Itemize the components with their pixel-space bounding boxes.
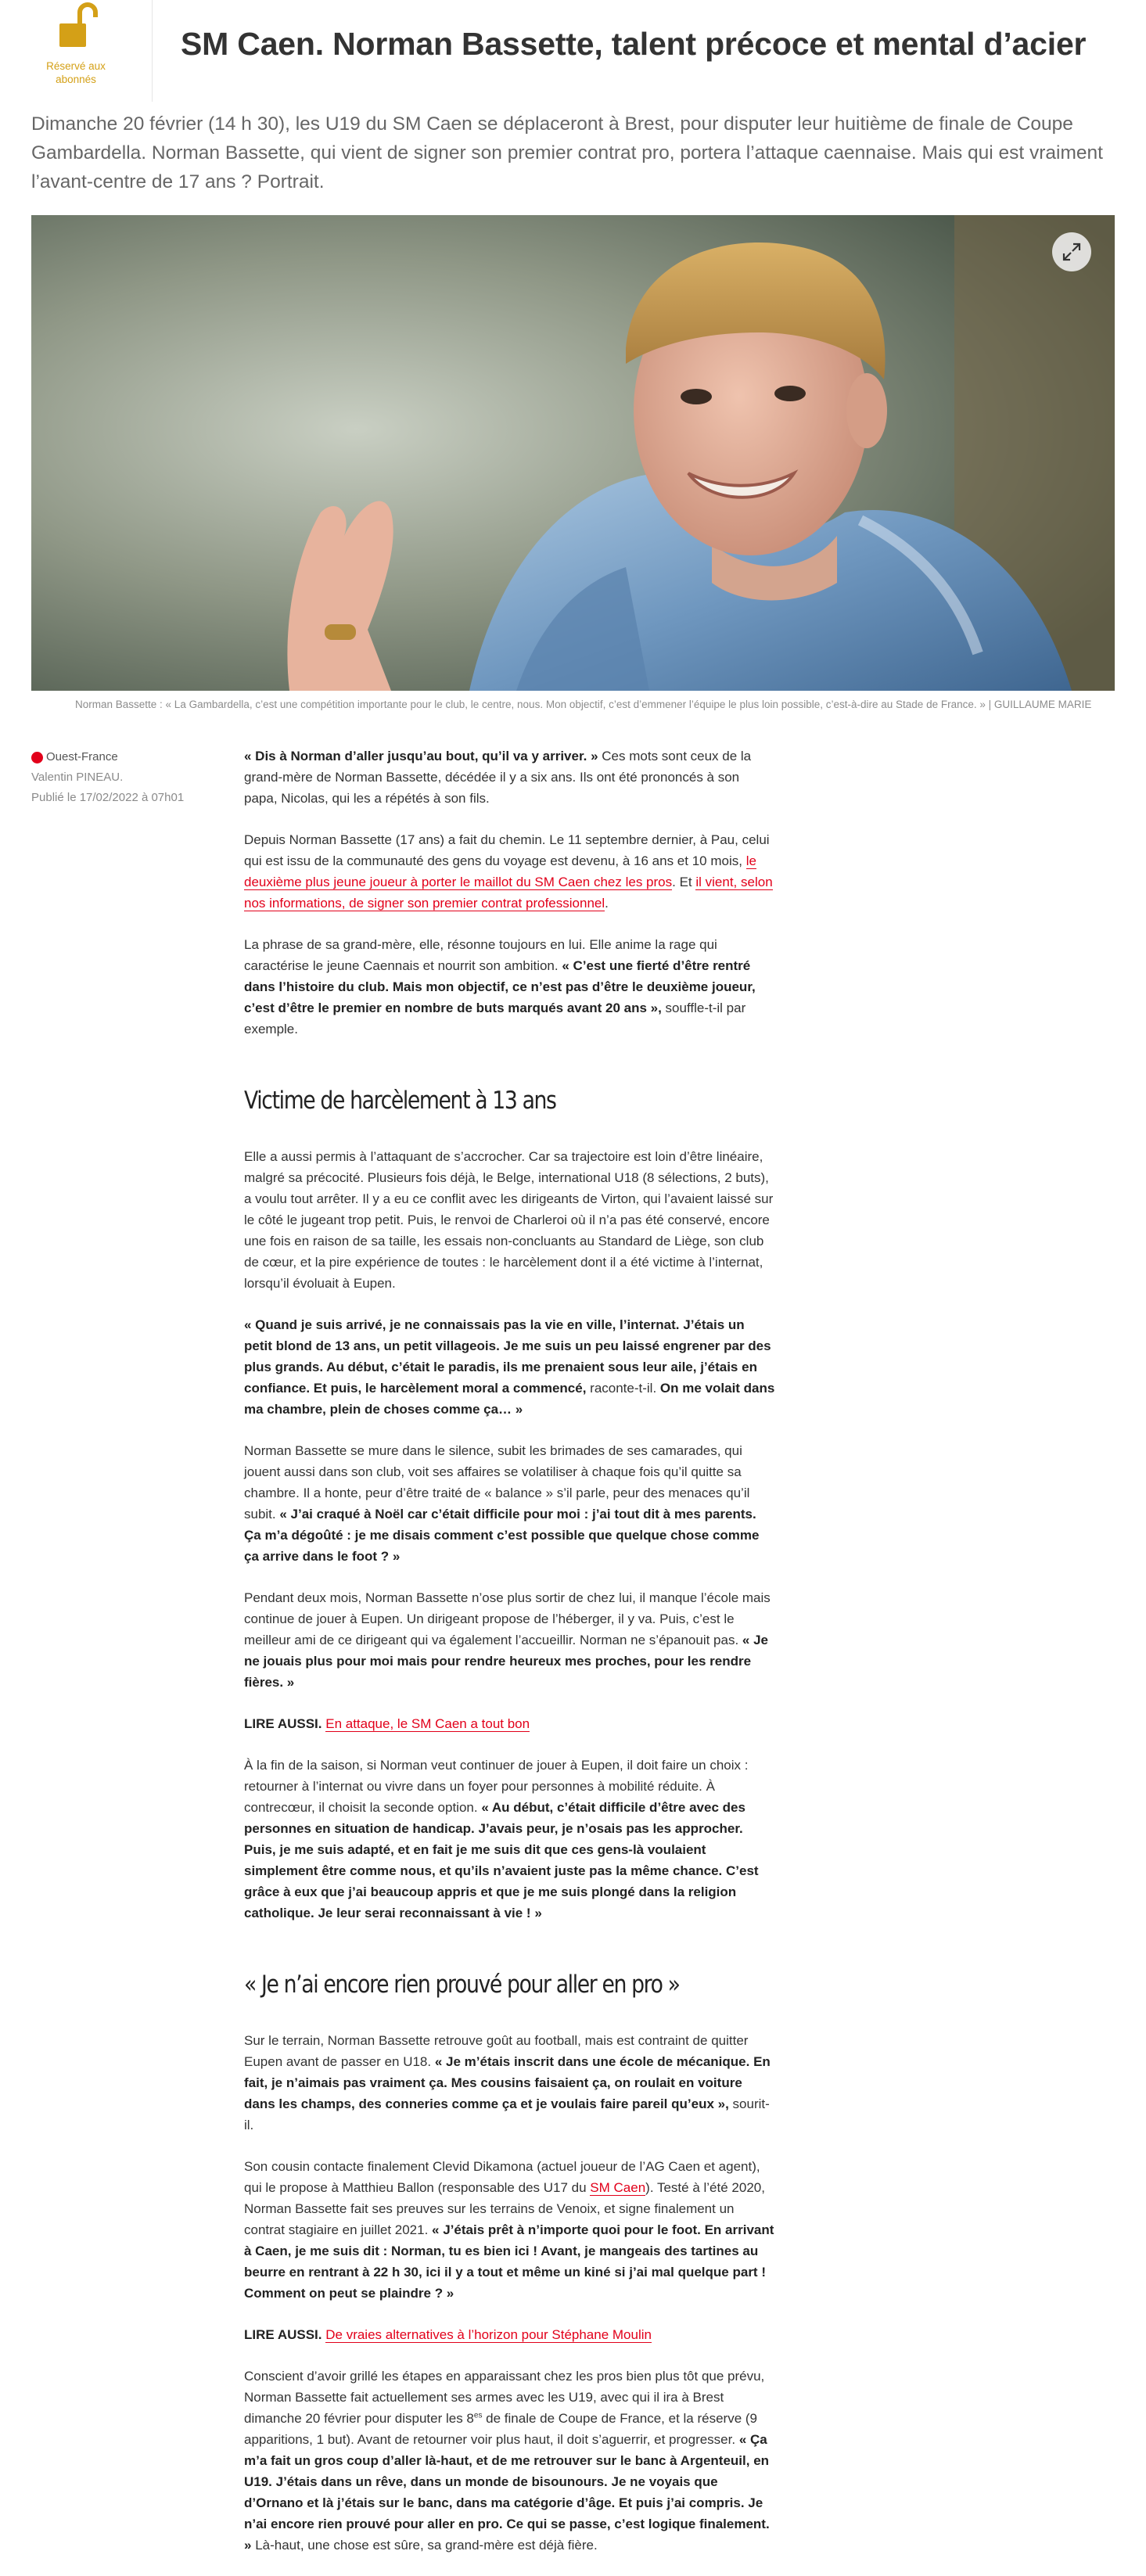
expand-image-button[interactable] [1052,232,1091,271]
paragraph: Pendant deux mois, Norman Bassette n’ose plus sortir de chez lui, il manque l’école mais continue de jouer à Eupen. Un dirigeant propose de l’héberger, il y va. Puis, c’est le meilleur ami de ce dirigeant qui va également l’accueillir. Norman ne s’épanouit pas. « Je ne jouais plus pour moi mais pour rendre heureux mes proches, pour les rendre fières. » [244,1590,771,1690]
source[interactable] [31,747,219,767]
read-also-link[interactable]: De vraies alternatives à l’horizon pour Stéphane Moulin [325,2327,652,2342]
article-link[interactable]: SM Caen [590,2180,646,2195]
paragraph: Depuis Norman Bassette (17 ans) a fait du chemin. Le 11 septembre dernier, à Pau, celui qui est issu de la communauté des gens du voyage est devenu, à 16 ans et 10 mois, le deuxième plus jeune joueur à porter le maillot du SM Caen chez les pros. Et il vient, selon nos informations, de signer son premier contrat professionnel. [244,832,773,911]
paragraph: « Quand je suis arrivé, je ne connaissais pas la vie en ville, l’internat. J’étais un petit blond de 13 ans, un petit villageois. Je me suis un peu laissé engrener par des plus grands. Au début, c’était le paradis, ils me prenaient sous leur aile, j’étais en confiance. Et puis, le harcèlement moral a commencé, raconte-t-il. On me volait dans ma chambre, plein de choses comme ça… » [244,1317,775,1417]
article-body [0,745,1146,2556]
author: Valentin PINEAU. [31,771,124,784]
read-also: LIRE AUSSI. De vraies alternatives à l’horizon pour Stéphane Moulin [244,2327,652,2342]
ouest-france-logo-icon [31,752,43,763]
premium-label: Réservé aux abonnés [46,60,106,85]
paragraph: Conscient d’avoir grillé les étapes en apparaissant chez les pros bien plus tôt que prévu, Norman Bassette fait actuellement ses armes avec les U19, avec qui il ira à Brest dimanche 20 février pour disputer les $8^{es}$ de finale de Coupe de France, et la réserve (9 apparitions, 1 but). Avant de retourner voir plus haut, il doit s’aguerrir, et progresser. « Ça m’a fait un gros coup d’aller là-haut, et de me retrouver sur le banc à Argenteuil, en U19. J’étais dans un rêve, dans un monde de bisounours. Je ne voyais que d’Ornano et là j’étais sur le banc, dans ma catégorie d’âge. Et puis j’ai compris. Je n’ai encore rien prouvé pour aller en pro. Ce qui se passe, c’est logique finalement. » Là-haut, une chose est sûre, sa grand-mère est déjà fière. [244,2369,770,2553]
paragraph: La phrase de sa grand-mère, elle, résonne toujours en lui. Elle anime la rage qui caractérise le jeune Caennais et nourrit son ambition. « C’est une fierté d’être rentré dans l’histoire du club. Mais mon objectif, ce n’est pas d’être le deuxième joueur, c’est d’être le premier en nombre de buts marqués avant 20 ans », souffle-t-il par exemple. [244,937,756,1037]
source-name: Ouest-France [46,750,118,763]
paragraph: « Dis à Norman d’aller jusqu’au bout, qu’il va y arriver. » Ces mots sont ceux de la grand-mère de Norman Bassette, décédée il y a six ans. Ils ont été prononcés à son papa, Nicolas, qui les a répétés à son fils. [244,749,752,806]
publish-date: Publié le 17/02/2022 à 07h01 [31,791,185,804]
expand-icon [1061,241,1083,263]
page-title: SM Caen. Norman Bassette, talent précoce et mental d’acier [181,26,1087,62]
article-link[interactable]: le deuxième plus jeune joueur à porter le maillot du SM Caen chez les pros [244,853,756,889]
read-also-link[interactable]: En attaque, le SM Caen a tout bon [325,1716,530,1731]
photo-caption: Norman Bassette : « La Gambardella, c’est une compétition importante pour le club, le centre, nous. Mon objectif, c’est d’emmener l’équipe le plus loin possible, c’est-à-dire au Stade de France. » | GUILLAUME MARIE [75,699,1092,710]
article-meta [31,747,219,808]
read-also: LIRE AUSSI. En attaque, le SM Caen a tout bon [244,1716,530,1731]
article-link[interactable]: il vient, selon nos informations, de signer son premier contrat professionnel [244,875,773,911]
premium-badge[interactable] [0,0,153,102]
paragraph: Son cousin contacte finalement Clevid Dikamona (actuel joueur de l’AG Caen et agent), qui le propose à Matthieu Ballon (responsable des U17 du SM Caen). Testé à l’été 2020, Norman Bassette fait ses preuves sur les terrains de Venoix, et signe finalement un contrat stagiaire en juillet 2021. « J’étais prêt à n’importe quoi pour le foot. En arrivant à Caen, je me suis dit : Norman, tu es bien ici ! Avant, je mangeais des tartines au beurre en rentrant à 22 h 30, ici il y a tout et même un kiné si j’ai mal quelque part ! Comment on peut se plaindre ? » [244,2159,774,2301]
article-content [244,745,776,2556]
portrait-photo [31,215,1115,691]
paragraph: Sur le terrain, Norman Bassette retrouve goût au football, mais est contraint de quitter Eupen avant de passer en U18. « Je m’étais inscrit dans une école de mécanique. En fait, je n’aimais pas vraiment ça. Mes cousins faisaient ça, on roulait en voiture dans les champs, des conneries comme ça et je voulais faire pareil qu’eux », sourit-il. [244,2033,771,2132]
paragraph: À la fin de la saison, si Norman veut continuer de jouer à Eupen, il doit faire un choix : retourner à l’internat ou vivre dans un foyer pour personnes à mobilité réduite. À contrecœur, il choisit la seconde option. « Au début, c’était difficile d’être avec des personnes en situation de handicap. J’avais peur, je n’osais pas les approcher. Puis, je me suis adapté, et en fait je me suis dit que ces gens-là voulaient simplement être comme nous, et qu’ils n’avaient juste pas la même chance. C’est grâce à eux que j’ai beaucoup appris et que je me suis plongé dans la religion catholique. Je leur serai reconnaissant à vie ! » [244,1758,759,1920]
section-heading: Victime de harcèlement à 13 ans [244,1087,556,1115]
article-photo[interactable] [31,215,1115,691]
section-heading: « Je n’ai encore rien prouvé pour aller en pro » [244,1971,680,1999]
article-figure [31,215,1115,713]
article-header [0,0,1146,102]
lock-open-icon [48,2,103,50]
paragraph: Elle a aussi permis à l’attaquant de s’accrocher. Car sa trajectoire est loin d’être linéaire, malgré sa précocité. Plusieurs fois déjà, le Belge, international U18 (8 sélections, 2 buts), a voulu tout arrêter. Il y a eu ce conflit avec les dirigeants de Virton, qui l’avaient laissé sur le côté le jugeant trop petit. Puis, le renvoi de Charleroi où il n’a pas été conservé, encore une fois en raison de sa taille, les essais non-concluants au Standard de Liège, son club de cœur, et la pire expérience de toutes : le harcèlement dont il a été victime à l’internat, lorsqu’il évoluait à Eupen. [244,1149,774,1291]
article-lead: Dimanche 20 février (14 h 30), les U19 du SM Caen se déplaceront à Brest, pour disputer leur huitième de finale de Coupe Gambardella. Norman Bassette, qui vient de signer son premier contrat pro, portera l’attaque caennaise. Mais qui est vraiment l’avant-centre de 17 ans ? Portrait. [31,113,1103,192]
paragraph: Norman Bassette se mure dans le silence, subit les brimades de ses camarades, qui jouent aussi dans son club, voit ses affaires se volatiliser à chaque fois qu’il quitte sa chambre. Il a honte, peur d’être traité de « balance » s’il parle, peur des menaces qu’il subit. « J’ai craqué à Noël car c’était difficile pour moi : j’ai tout dit à mes parents. Ça m’a dégoûté : je me disais comment c’est possible que quelque chose comme ça arrive dans le foot ? » [244,1443,760,1564]
